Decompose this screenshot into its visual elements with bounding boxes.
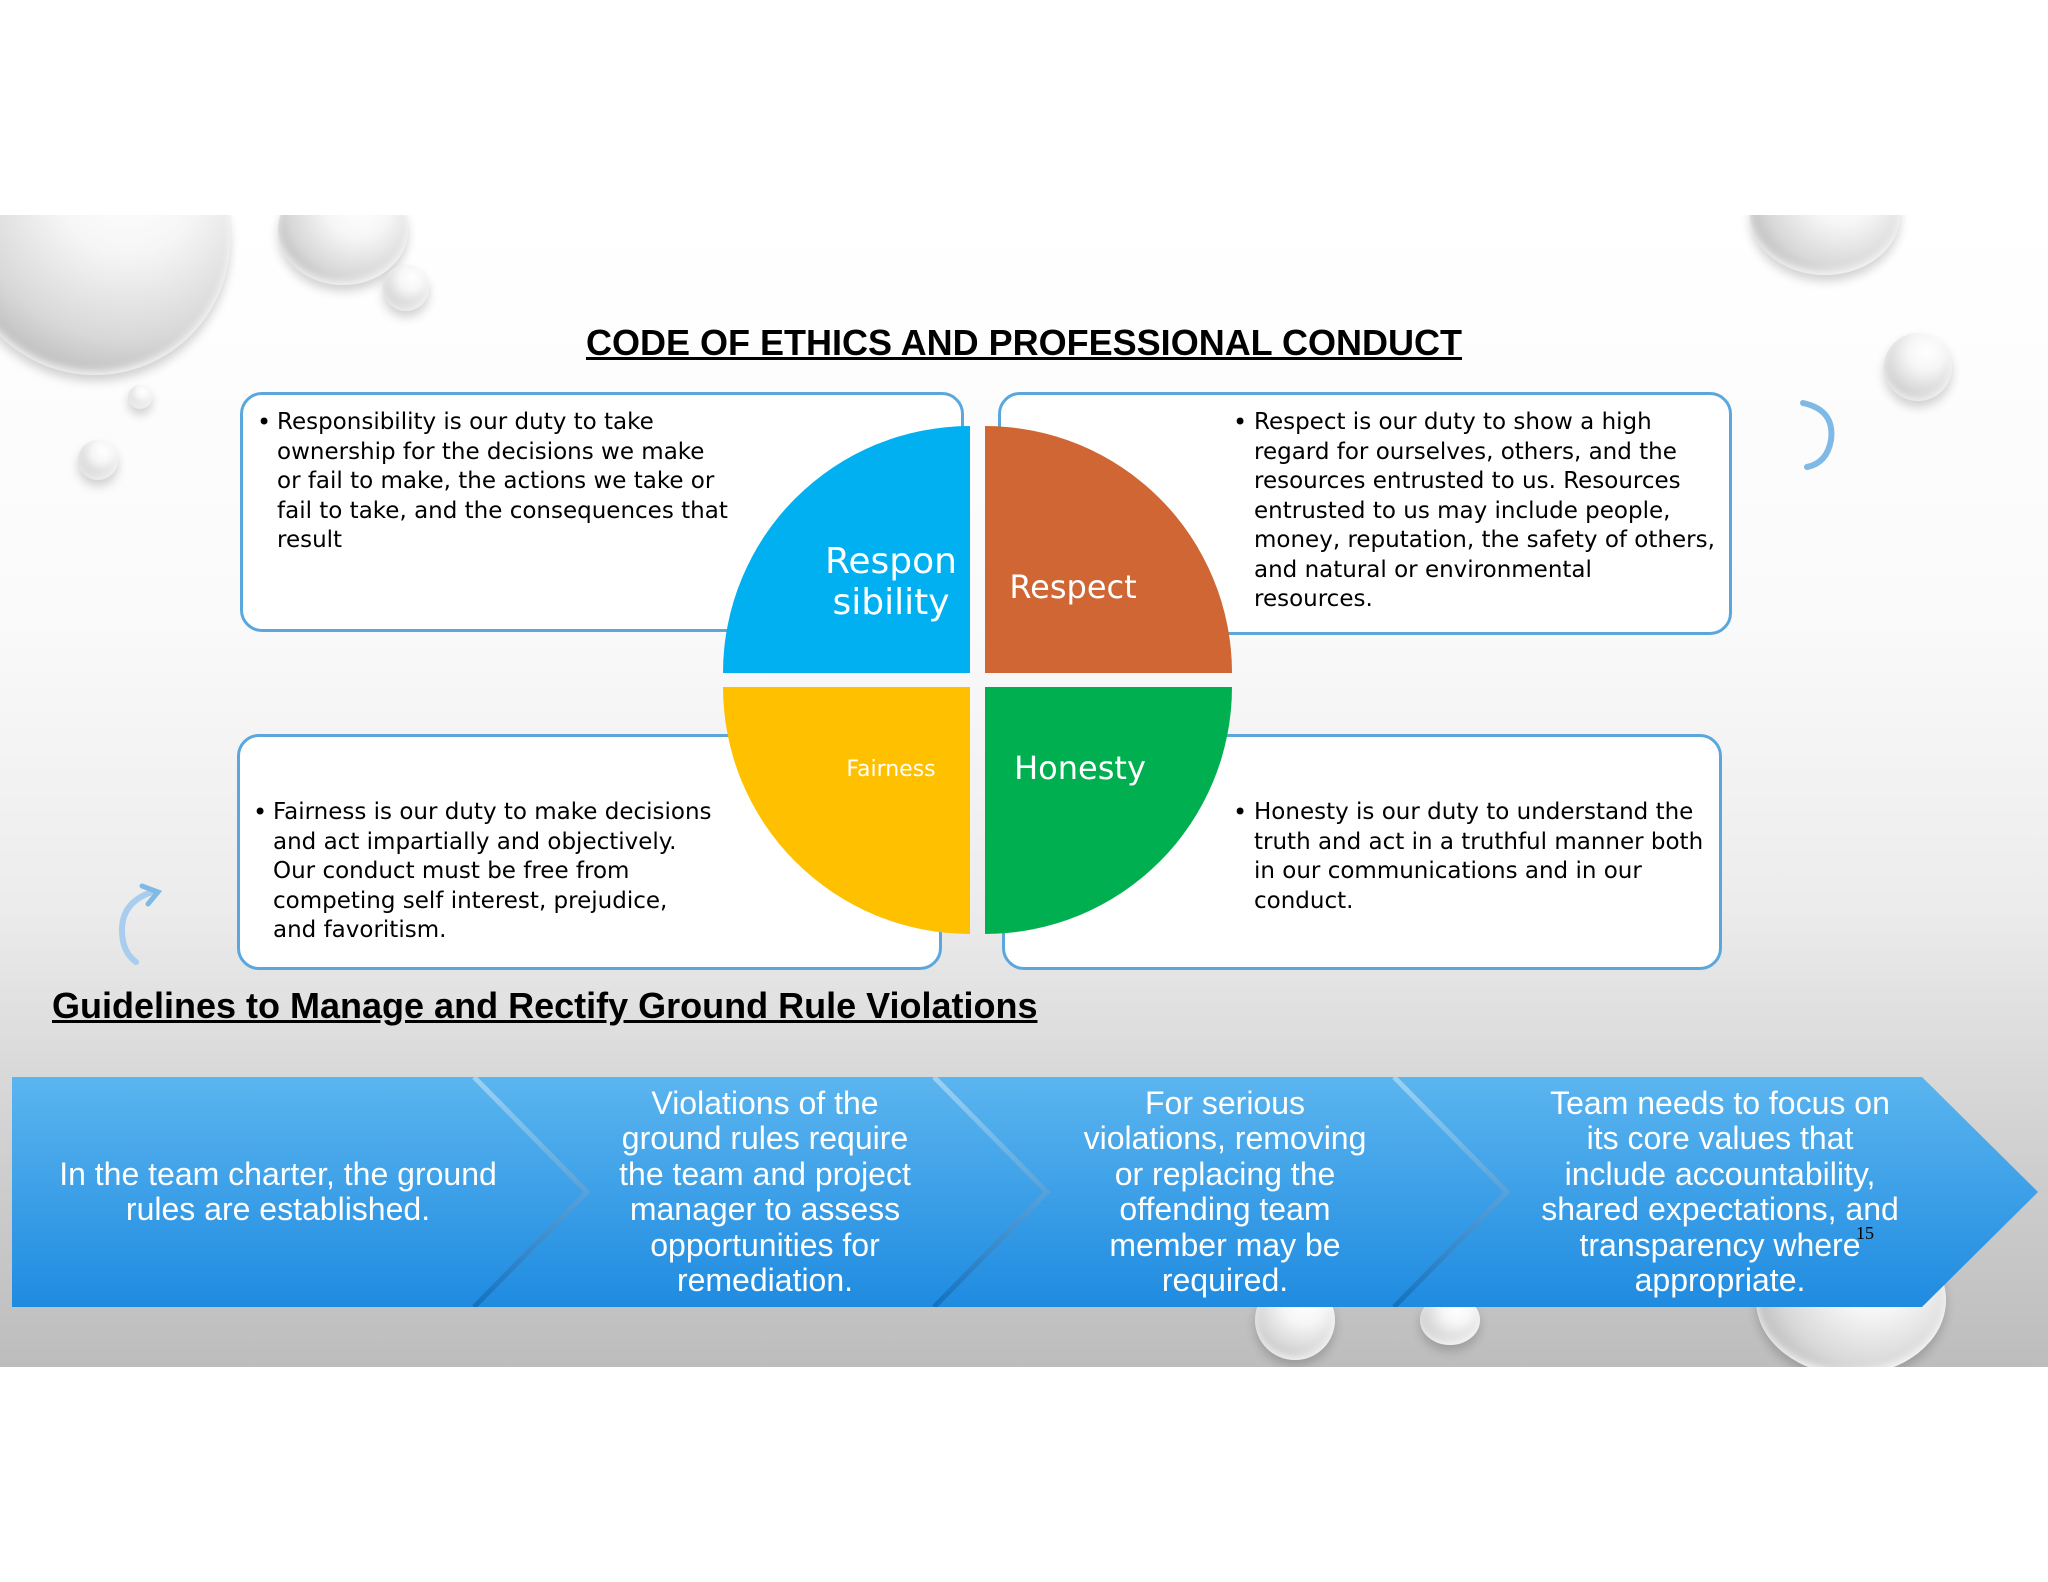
bullet-icon: • <box>257 408 272 436</box>
description-line: or fail to make, the actions we take or <box>277 468 715 494</box>
water-drop-decoration <box>128 385 152 409</box>
section-subtitle: Guidelines to Manage and Rectify Ground Rule Violations <box>52 985 1038 1026</box>
description-line: and favoritism. <box>273 917 447 943</box>
description-line: and natural or environmental <box>1254 556 1592 583</box>
description-line: conduct. <box>1254 887 1354 914</box>
page-title: CODE OF ETHICS AND PROFESSIONAL CONDUCT <box>585 322 1463 363</box>
process-step-1: In the team charter, the ground rules are established. <box>59 1155 497 1227</box>
description-line: resources entrusted to us. Resources <box>1254 468 1681 494</box>
fairness-description <box>273 798 773 946</box>
slide-number: 15 <box>1856 1223 1874 1243</box>
description-line: Fairness is our duty to make decisions <box>273 799 712 825</box>
description-line: truth and act in a truthful manner both <box>1254 828 1704 855</box>
process-step-2: Violations of the ground rules require the team and project manager to assess opportunities for remediation. <box>619 1084 911 1298</box>
curved-arrow-icon <box>112 880 172 970</box>
fairness-label: Fairness <box>846 757 936 782</box>
description-line: entrusted to us may include people, <box>1254 497 1671 524</box>
curved-arrow-icon <box>1795 395 1845 475</box>
description-line: competing self interest, prejudice, <box>273 887 668 914</box>
process-step-3: For serious violations, removing or replacing the offending team member may be required. <box>1083 1084 1367 1298</box>
description-line: Our conduct must be free from <box>273 858 630 884</box>
slide <box>0 215 2048 1367</box>
bullet-icon: • <box>253 798 268 826</box>
description-line: regard for ourselves, others, and the <box>1254 438 1677 465</box>
process-step-4: Team needs to focus on its core values that include accountability, shared expectations, and transparency where appropriate. <box>1541 1084 1899 1298</box>
description-line: ownership for the decisions we make <box>277 438 705 465</box>
description-line: Respect is our duty to show a high <box>1254 409 1652 435</box>
water-drop-decoration <box>1750 215 1900 275</box>
description-line: in our communications and in our <box>1254 858 1642 884</box>
respect-description <box>1254 408 1729 615</box>
description-line: result <box>277 527 343 553</box>
description-line: money, reputation, the safety of others, <box>1254 527 1715 553</box>
water-drop-decoration <box>78 440 118 480</box>
water-drop-decoration <box>383 265 429 311</box>
honesty-description <box>1254 798 1719 916</box>
description-line: and act impartially and objectively. <box>273 828 677 855</box>
bullet-icon: • <box>1233 798 1248 826</box>
respect-label: Respect <box>1009 568 1137 606</box>
responsibility-description <box>277 408 777 556</box>
description-line: fail to take, and the consequences that <box>277 497 728 524</box>
description-line: Honesty is our duty to understand the <box>1254 799 1694 825</box>
bullet-icon: • <box>1233 408 1248 436</box>
responsibility-label: Respon sibility <box>825 541 957 623</box>
description-line: Responsibility is our duty to take <box>277 409 654 435</box>
description-line: resources. <box>1254 586 1373 612</box>
honesty-label: Honesty <box>1014 749 1146 787</box>
